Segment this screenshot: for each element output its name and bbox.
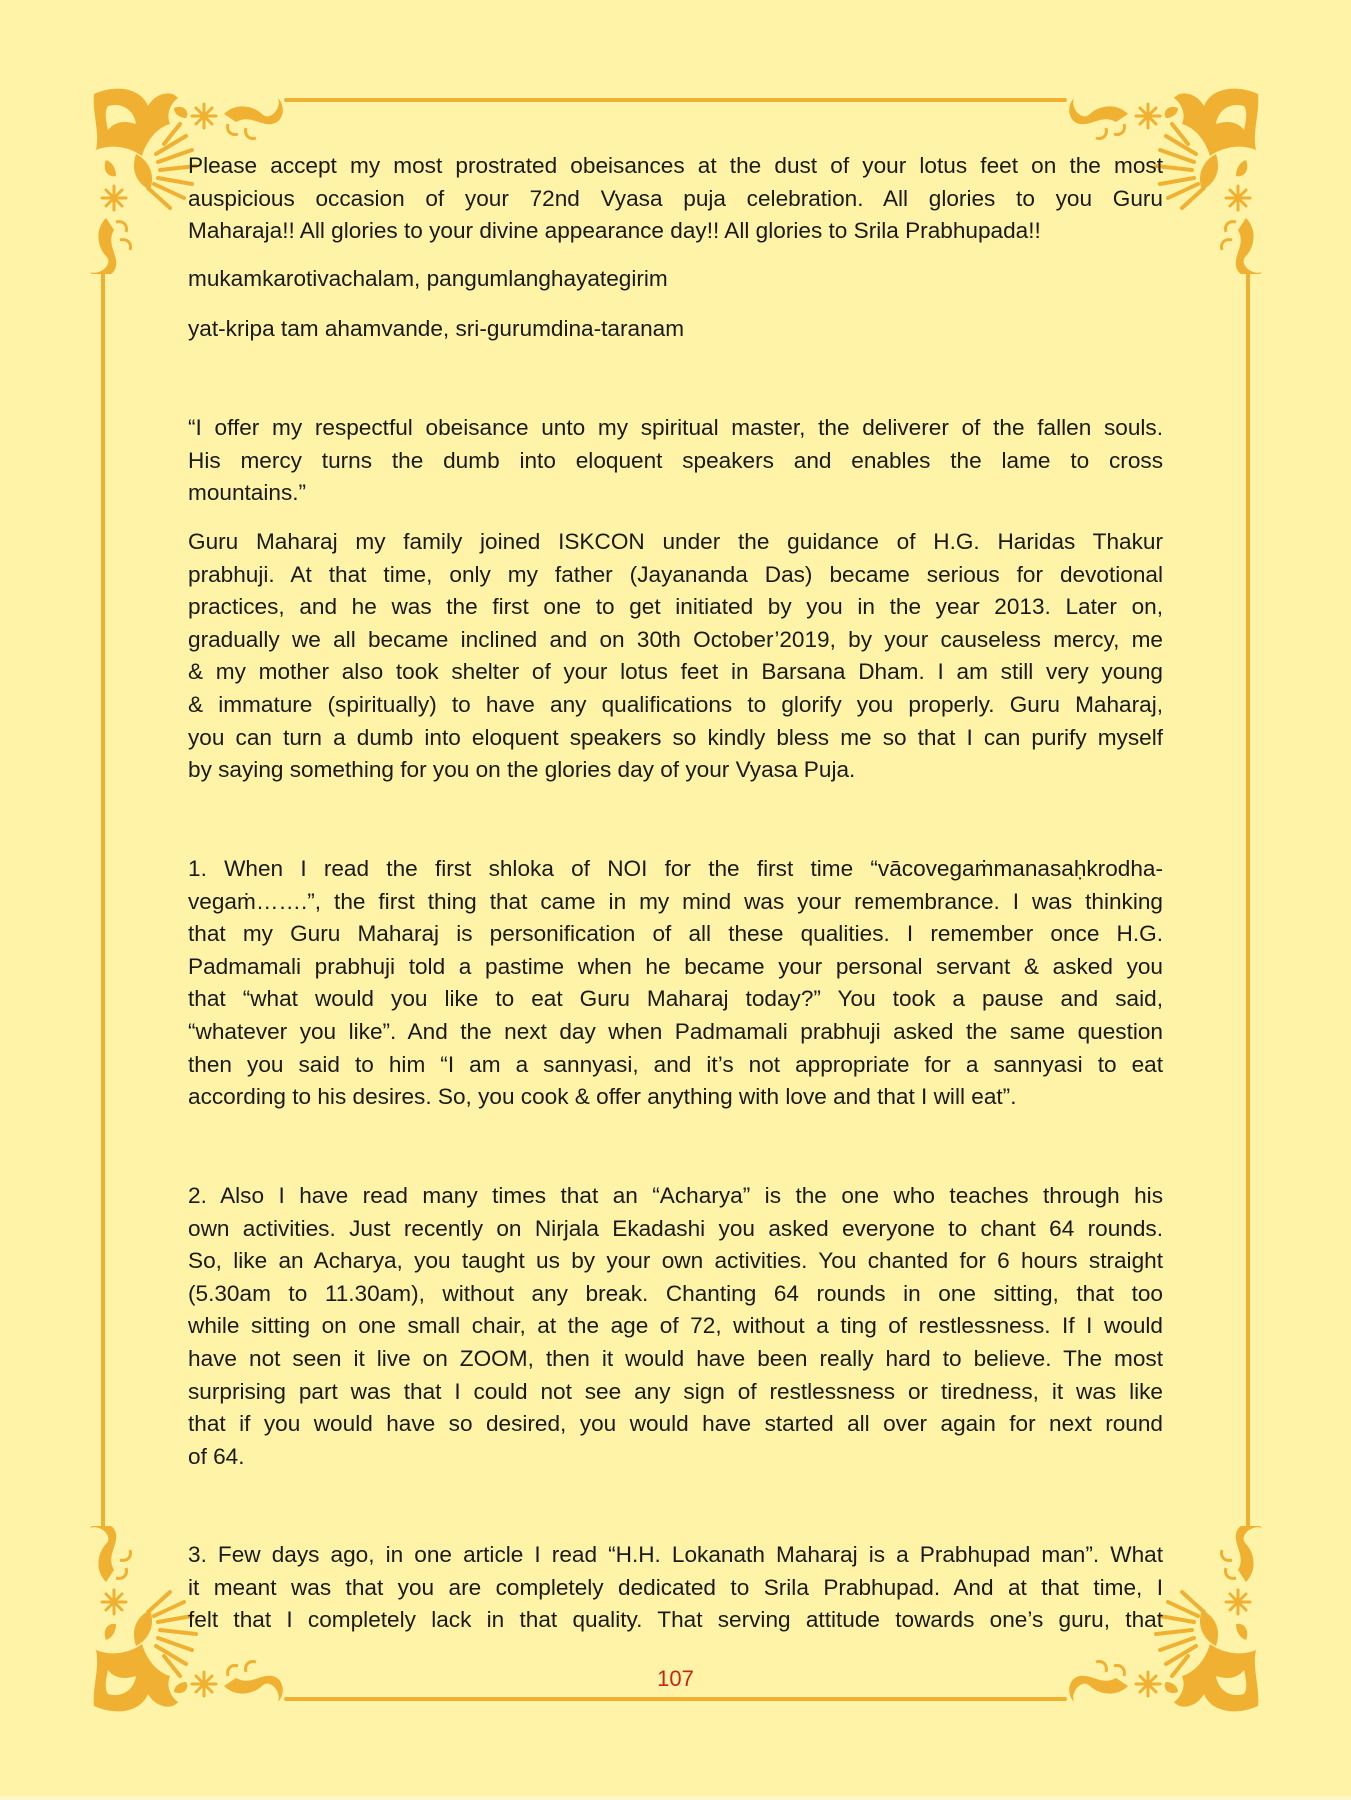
text-line: you can turn a dumb into eloquent speakers so kindly bless me so that I can purify myself [188,724,1163,750]
text-line: it meant was that you are completely dedicated to Srila Prabhupad. And at that time, I [188,1574,1163,1600]
frame-top-line [284,98,1067,102]
frame-left-line [101,272,105,1528]
text-line: that “what would you like to eat Guru Maharaj today?” You took a pause and said, [188,986,1163,1012]
text-line: own activities. Just recently on Nirjala Ekadashi you asked everyone to chant 64 rounds. [188,1215,1163,1241]
text-line: So, like an Acharya, you taught us by your own activities. You chanted for 6 hours straight [188,1248,1163,1274]
page-number: 107 [657,1666,694,1691]
paragraph-salutation [188,150,1163,248]
text-line: Guru Maharaj my family joined ISKCON under the guidance of H.G. Haridas Thakur [188,529,1163,554]
text-line: Maharaja!! All glories to your divine appearance day!! All glories to Srila Prabhupada!! [188,218,1041,244]
text-line: by saying something for you on the glories day of your Vyasa Puja. [188,757,856,783]
verse-line-1 [188,263,1163,296]
verse-line-2 [188,313,1163,346]
verse-translation [188,412,1163,510]
text-line: (5.30am to 11.30am), without any break. Chanting 64 rounds in one sitting, that too [188,1280,1163,1306]
paragraph-point-2 [188,1180,1163,1473]
paragraph-point-1 [188,853,1163,1114]
text-line: have not seen it live on ZOOM, then it would have been really hard to believe. The most [188,1345,1163,1371]
frame-right-line [1246,272,1250,1528]
text-line: Please accept my most prostrated obeisances at the dust of your lotus feet on the most [188,153,1163,178]
text-line: that my Guru Maharaj is personification of all these qualities. I remember once H.G. [188,921,1163,947]
text-line: Padmamali prabhuji told a pastime when he became your personal servant & asked you [188,953,1163,979]
text-line: while sitting on one small chair, at the age of 72, without a ting of restlessness. If I would [188,1313,1163,1339]
text-line: then you said to him “I am a sannyasi, and it’s not appropriate for a sannyasi to eat [188,1051,1163,1077]
page-bottom-edge [0,1796,1351,1800]
text-line: auspicious occasion of your 72nd Vyasa puja celebration. All glories to you Guru [188,185,1163,211]
text-line: of 64. [188,1443,245,1469]
text-line: prabhuji. At that time, only my father (Jayananda Das) became serious for devotional [188,561,1163,587]
text-line: surprising part was that I could not see any sign of restlessness or tiredness, it was like [188,1378,1163,1404]
text-line: mukamkarotivachalam, pangumlanghayategirim [188,266,668,291]
text-line: 1. When I read the first shloka of NOI for the first time “vācovegaṁmanasaḥkrodha- [188,856,1163,881]
text-line: 2. Also I have read many times that an “Acharya” is the one who teaches through his [188,1183,1163,1208]
text-line: & immature (spiritually) to have any qualifications to glorify you properly. Guru Maharaj, [188,691,1163,717]
paragraph-point-3 [188,1539,1163,1637]
text-line: “I offer my respectful obeisance unto my spiritual master, the deliverer of the fallen souls. [188,415,1163,440]
text-line: “whatever you like”. And the next day when Padmamali prabhuji asked the same question [188,1018,1163,1044]
text-line: vegaṁ…….”, the first thing that came in my mind was your remembrance. I was thinking [188,888,1163,914]
text-line: 3. Few days ago, in one article I read “H.H. Lokanath Maharaj is a Prabhupad man”. What [188,1542,1163,1567]
paragraph-family [188,526,1163,787]
text-line: felt that I completely lack in that quality. That serving attitude towards one’s guru, that [188,1607,1163,1633]
text-line: gradually we all became inclined and on 30th October’2019, by your causeless mercy, me [188,626,1163,652]
text-line: yat-kripa tam ahamvande, sri-gurumdina-taranam [188,316,685,341]
frame-bottom-line [284,1697,1067,1701]
text-line: His mercy turns the dumb into eloquent speakers and enables the lame to cross [188,447,1163,473]
text-line: mountains.” [188,480,307,506]
text-line: according to his desires. So, you cook & offer anything with love and that I will eat”. [188,1084,1017,1110]
text-line: & my mother also took shelter of your lotus feet in Barsana Dham. I am still very young [188,659,1163,685]
text-line: that if you would have so desired, you would have started all over again for next round [188,1411,1163,1437]
text-line: practices, and he was the first one to get initiated by you in the year 2013. Later on, [188,594,1163,620]
